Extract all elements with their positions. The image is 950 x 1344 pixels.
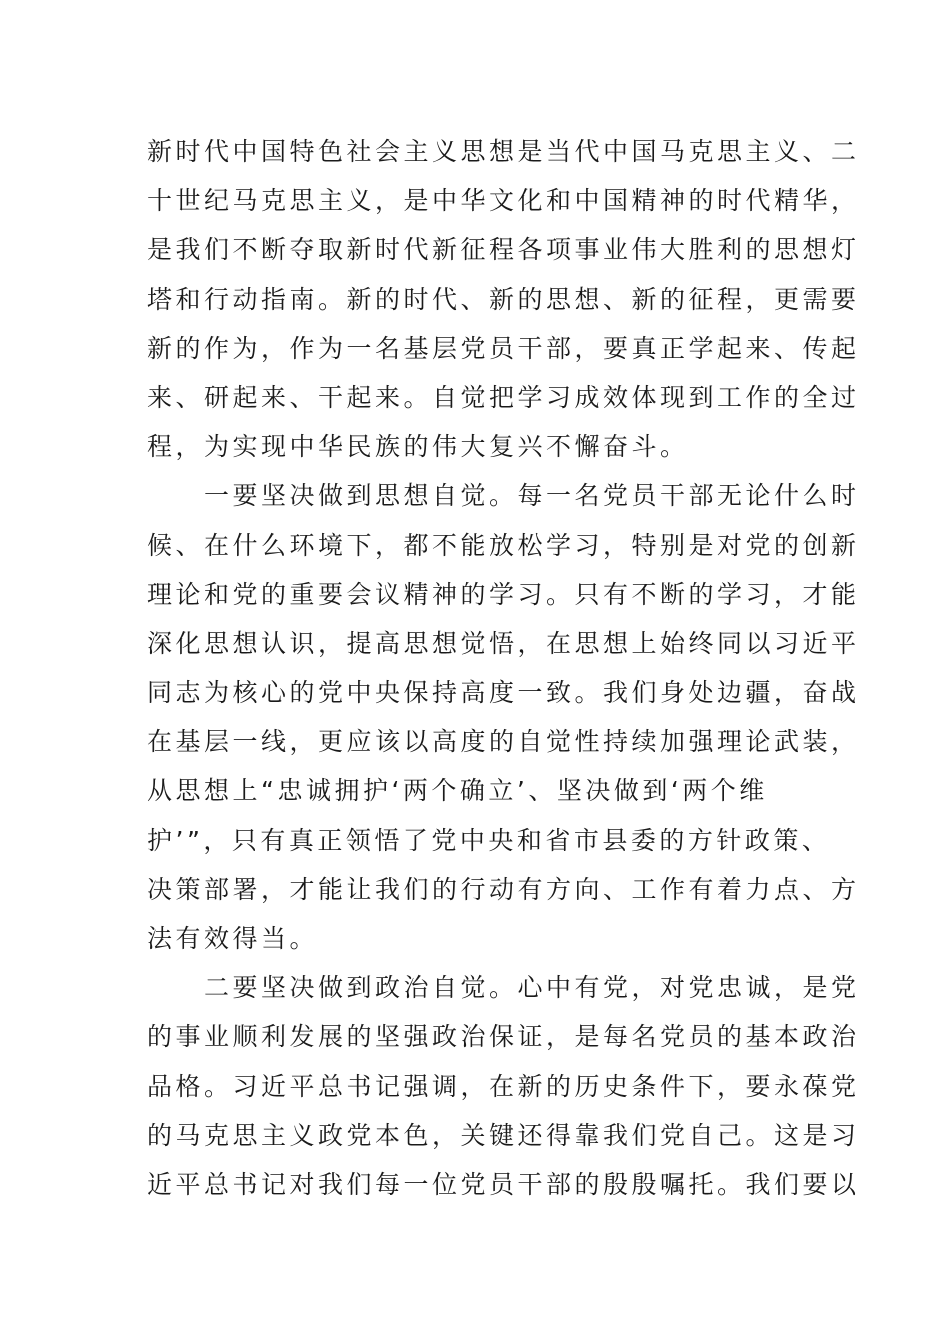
text-line: 理论和党的重要会议精神的学习。只有不断的学习，才能: [147, 579, 860, 609]
text-line: 新的作为，作为一名基层党员干部，要真正学起来、传起: [147, 333, 860, 363]
paragraph-2: [147, 471, 860, 963]
text-line: 二要坚决做到政治自觉。心中有党，对党忠诚，是党: [204, 973, 860, 1003]
text-line: 新时代中国特色社会主义思想是当代中国马克思主义、二: [147, 137, 860, 166]
text-line: 塔和行动指南。新的时代、新的思想、新的征程，更需要: [147, 284, 860, 314]
text-line: 护’”，只有真正领悟了党中央和省市县委的方针政策、: [147, 825, 831, 855]
text-line: 来、研起来、干起来。自觉把学习成效体现到工作的全过: [147, 382, 860, 412]
text-line: 是我们不断夺取新时代新征程各项事业伟大胜利的思想灯: [147, 235, 860, 265]
text-line: 同志为核心的党中央保持高度一致。我们身处边疆，奋战: [147, 678, 860, 708]
text-line: 候、在什么环境下，都不能放松学习，特别是对党的创新: [147, 530, 860, 560]
text-line: 在基层一线，更应该以高度的自觉性持续加强理论武装，: [147, 727, 860, 757]
text-line: 一要坚决做到思想自觉。每一名党员干部无论什么时: [204, 481, 860, 511]
text-line: 的事业顺利发展的坚强政治保证，是每名党员的基本政治: [147, 1022, 860, 1052]
paragraph-3: [147, 963, 860, 1209]
text-line: 品格。习近平总书记强调，在新的历史条件下，要永葆党: [147, 1071, 860, 1101]
text-line: 十世纪马克思主义，是中华文化和中国精神的时代精华，: [147, 186, 860, 216]
paragraph-1: [147, 127, 860, 471]
text-line: 从思想上“忠诚拥护‘两个确立’、坚决做到‘两个维: [147, 776, 768, 806]
text-line: 决策部署，才能让我们的行动有方向、工作有着力点、方: [147, 874, 860, 904]
text-line: 的马克思主义政党本色，关键还得靠我们党自己。这是习: [147, 1120, 860, 1150]
text-line: 近平总书记对我们每一位党员干部的殷殷嘱托。我们要以: [147, 1169, 860, 1199]
text-line: 程，为实现中华民族的伟大复兴不懈奋斗。: [147, 432, 689, 462]
text-line: 深化思想认识，提高思想觉悟，在思想上始终同以习近平: [147, 628, 860, 658]
text-line: 法有效得当。: [147, 924, 319, 953]
document-body: [147, 127, 860, 1209]
